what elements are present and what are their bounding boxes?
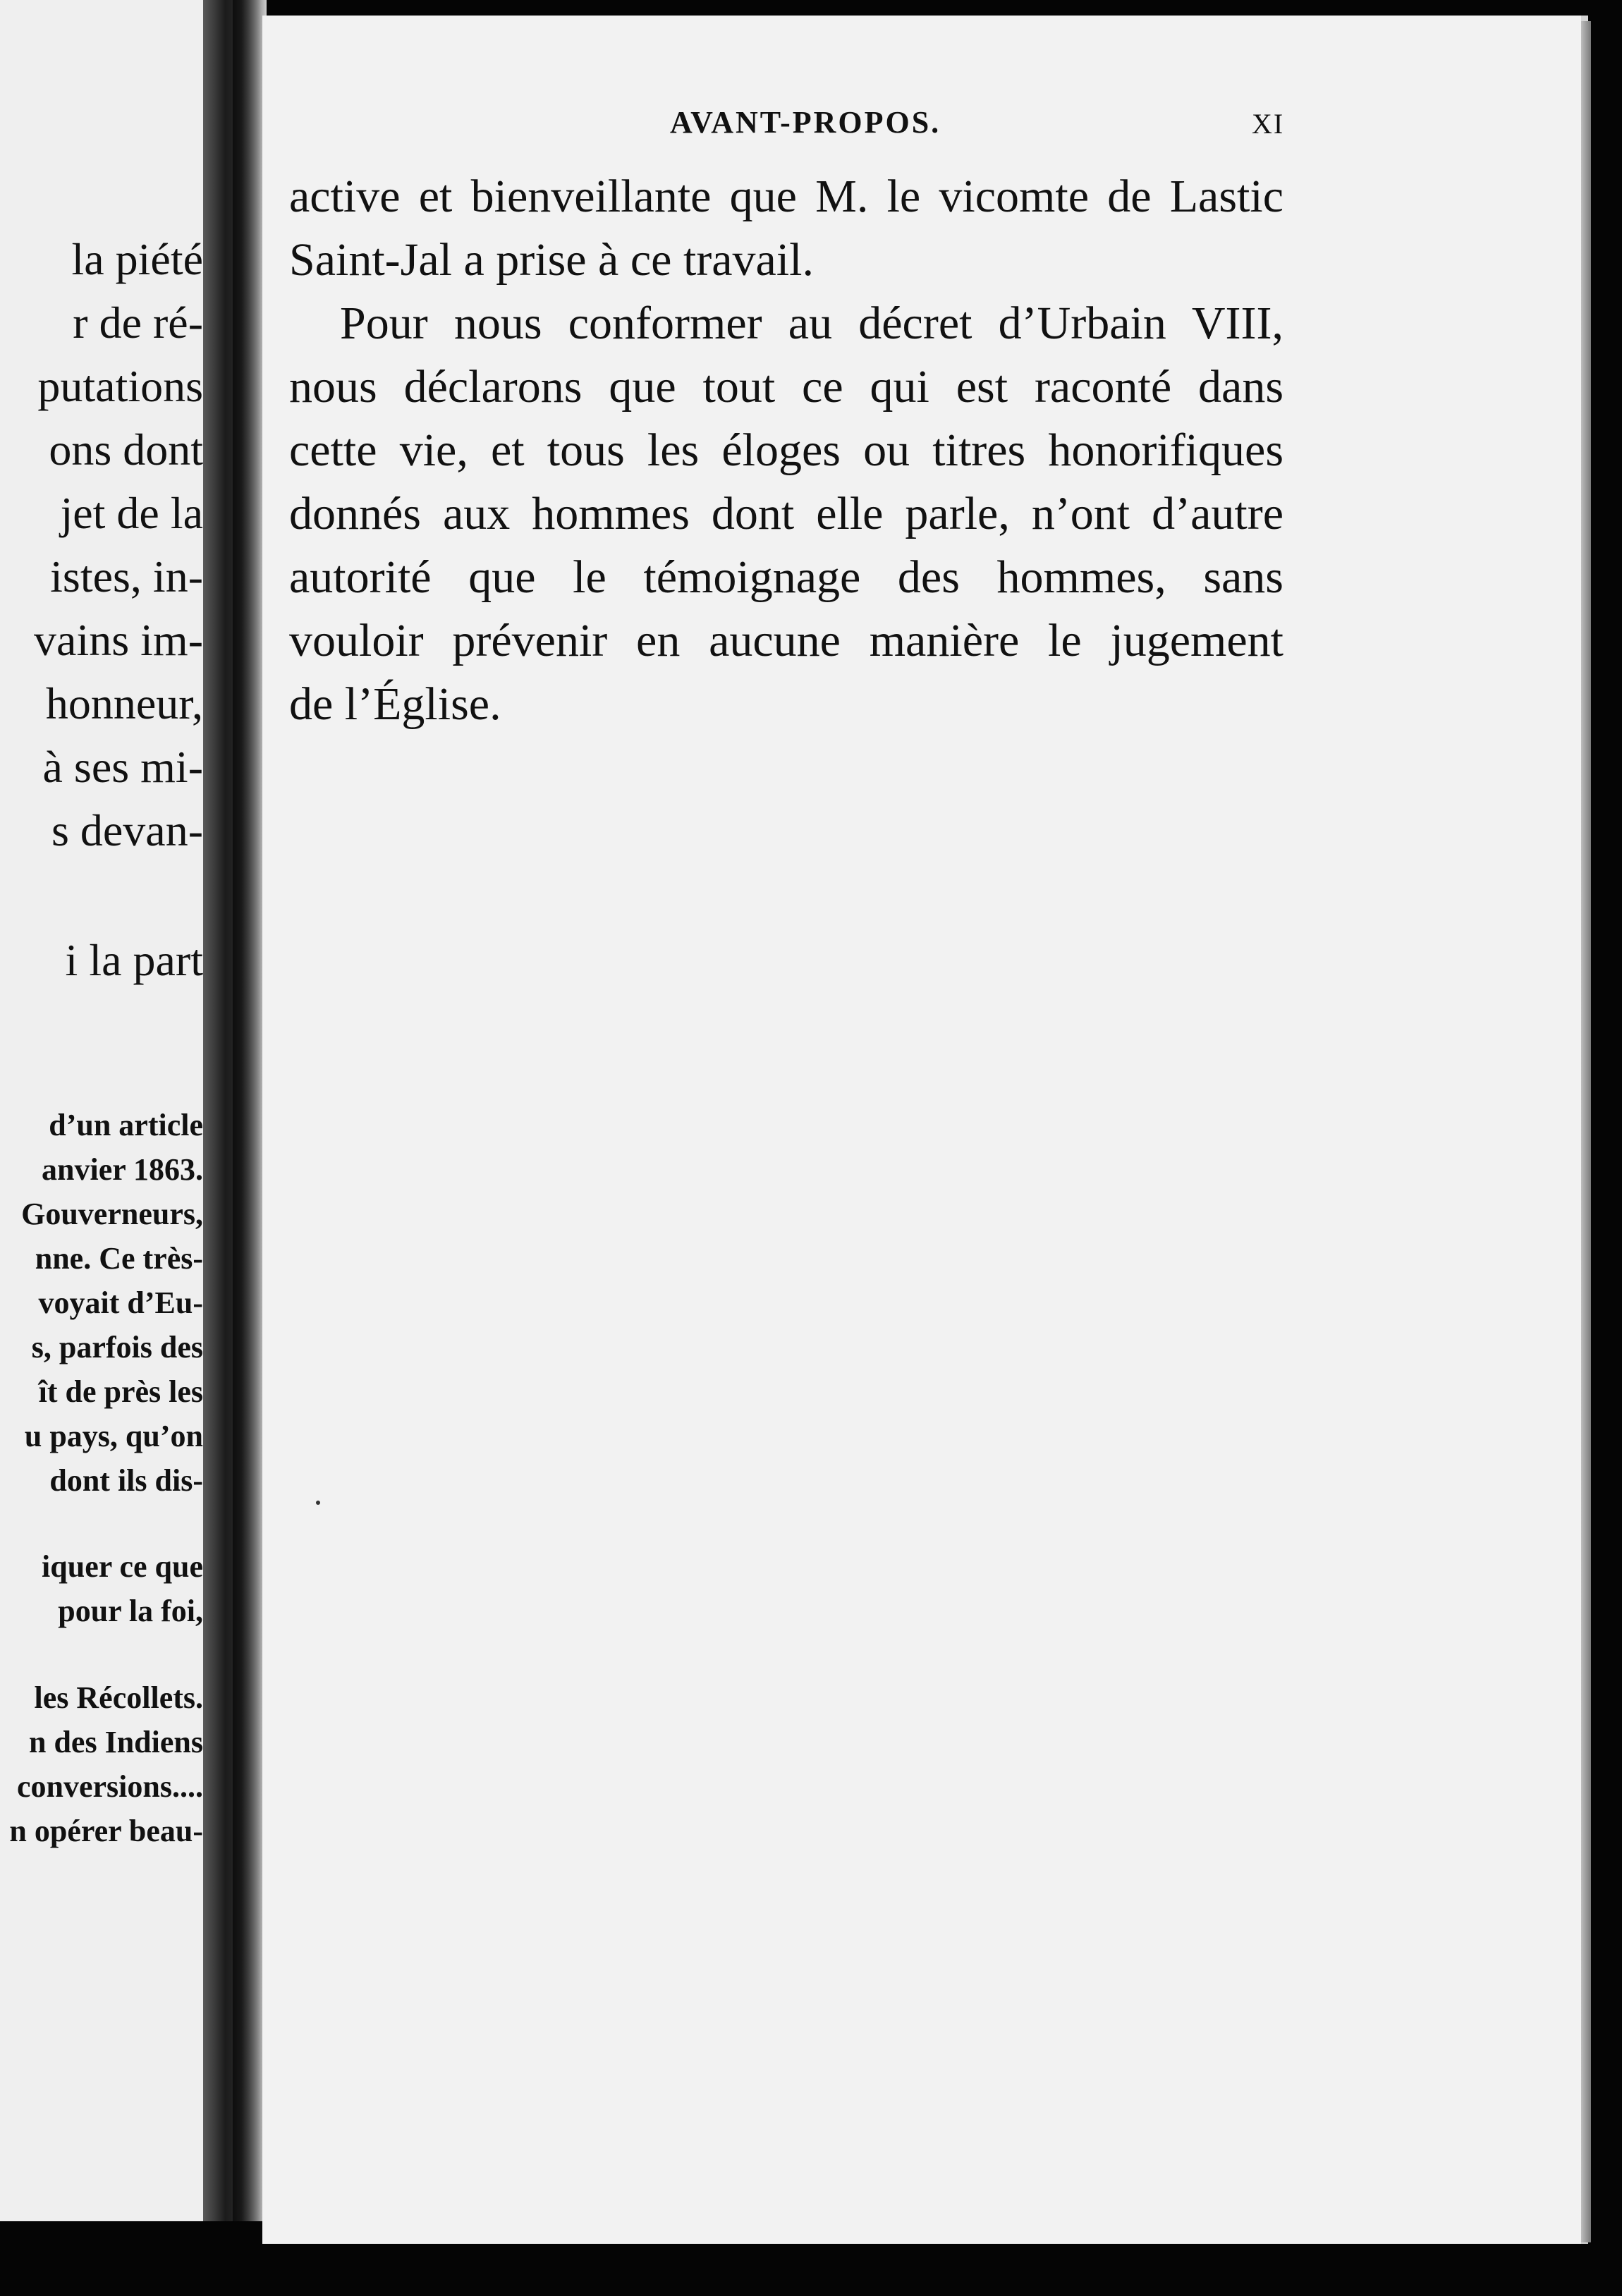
page-edge — [1581, 21, 1591, 2242]
left-note-line: Gouverneurs, — [21, 1197, 203, 1231]
left-note-line: pour la foi, — [58, 1594, 203, 1628]
text-line: nous déclarons que tout ce qui est raconté dans — [289, 361, 1283, 413]
left-body-line: putations — [37, 361, 203, 411]
text-line: cette vie, et tous les éloges ou titres honorifiques — [289, 425, 1283, 476]
left-note-line: n opérer beau- — [9, 1814, 203, 1848]
running-head: AVANT-PROPOS. — [670, 105, 941, 140]
page-number: XI — [1252, 108, 1285, 140]
left-body-line: s devan- — [51, 805, 203, 855]
left-note-line: ît de près les — [38, 1374, 203, 1409]
text-line: active et bienveillante que M. le vicomte de Lastic — [289, 171, 1283, 222]
left-note-line: les Récollets. — [34, 1680, 203, 1715]
left-note-line: voyait d’Eu- — [38, 1286, 203, 1320]
left-body-line: la piété — [71, 234, 203, 284]
left-body-line: ons dont — [49, 425, 203, 475]
left-note-line: dont ils dis- — [49, 1463, 203, 1498]
left-note-line: d’un article — [49, 1108, 203, 1142]
left-note-line: nne. Ce très- — [35, 1241, 203, 1276]
text-line: Pour nous conformer au décret d’Urbain VIII, — [340, 298, 1283, 349]
left-body-line: i la part — [65, 935, 203, 985]
dust-speck — [316, 1501, 320, 1505]
left-page-text — [0, 0, 203, 2221]
text-line: vouloir prévenir en aucune manière le jugement — [289, 615, 1283, 666]
left-note-line: anvier 1863. — [42, 1152, 203, 1187]
left-note-line: iquer ce que — [42, 1549, 203, 1584]
left-note-line: u pays, qu’on — [24, 1419, 203, 1453]
text-line: de l’Église. — [289, 678, 501, 730]
text-line: Saint-Jal a prise à ce travail. — [289, 234, 815, 286]
text-line: donnés aux hommes dont elle parle, n’ont d’autre — [289, 488, 1283, 539]
gutter-shadow — [233, 0, 261, 2221]
left-note-line: conversions.... — [17, 1769, 203, 1804]
left-body-line: r de ré- — [73, 298, 203, 348]
right-page — [262, 16, 1588, 2244]
left-body-line: vains im- — [34, 615, 203, 665]
left-body-line: istes, in- — [50, 551, 203, 602]
text-line: autorité que le témoignage des hommes, sans — [289, 551, 1283, 603]
left-body-line: honneur, — [45, 678, 203, 728]
left-body-line: jet de la — [60, 488, 203, 538]
left-note-line: s, parfois des — [31, 1330, 203, 1364]
left-body-line: à ses mi- — [42, 742, 203, 792]
left-note-line: n des Indiens — [28, 1725, 203, 1759]
left-page — [0, 0, 212, 2221]
